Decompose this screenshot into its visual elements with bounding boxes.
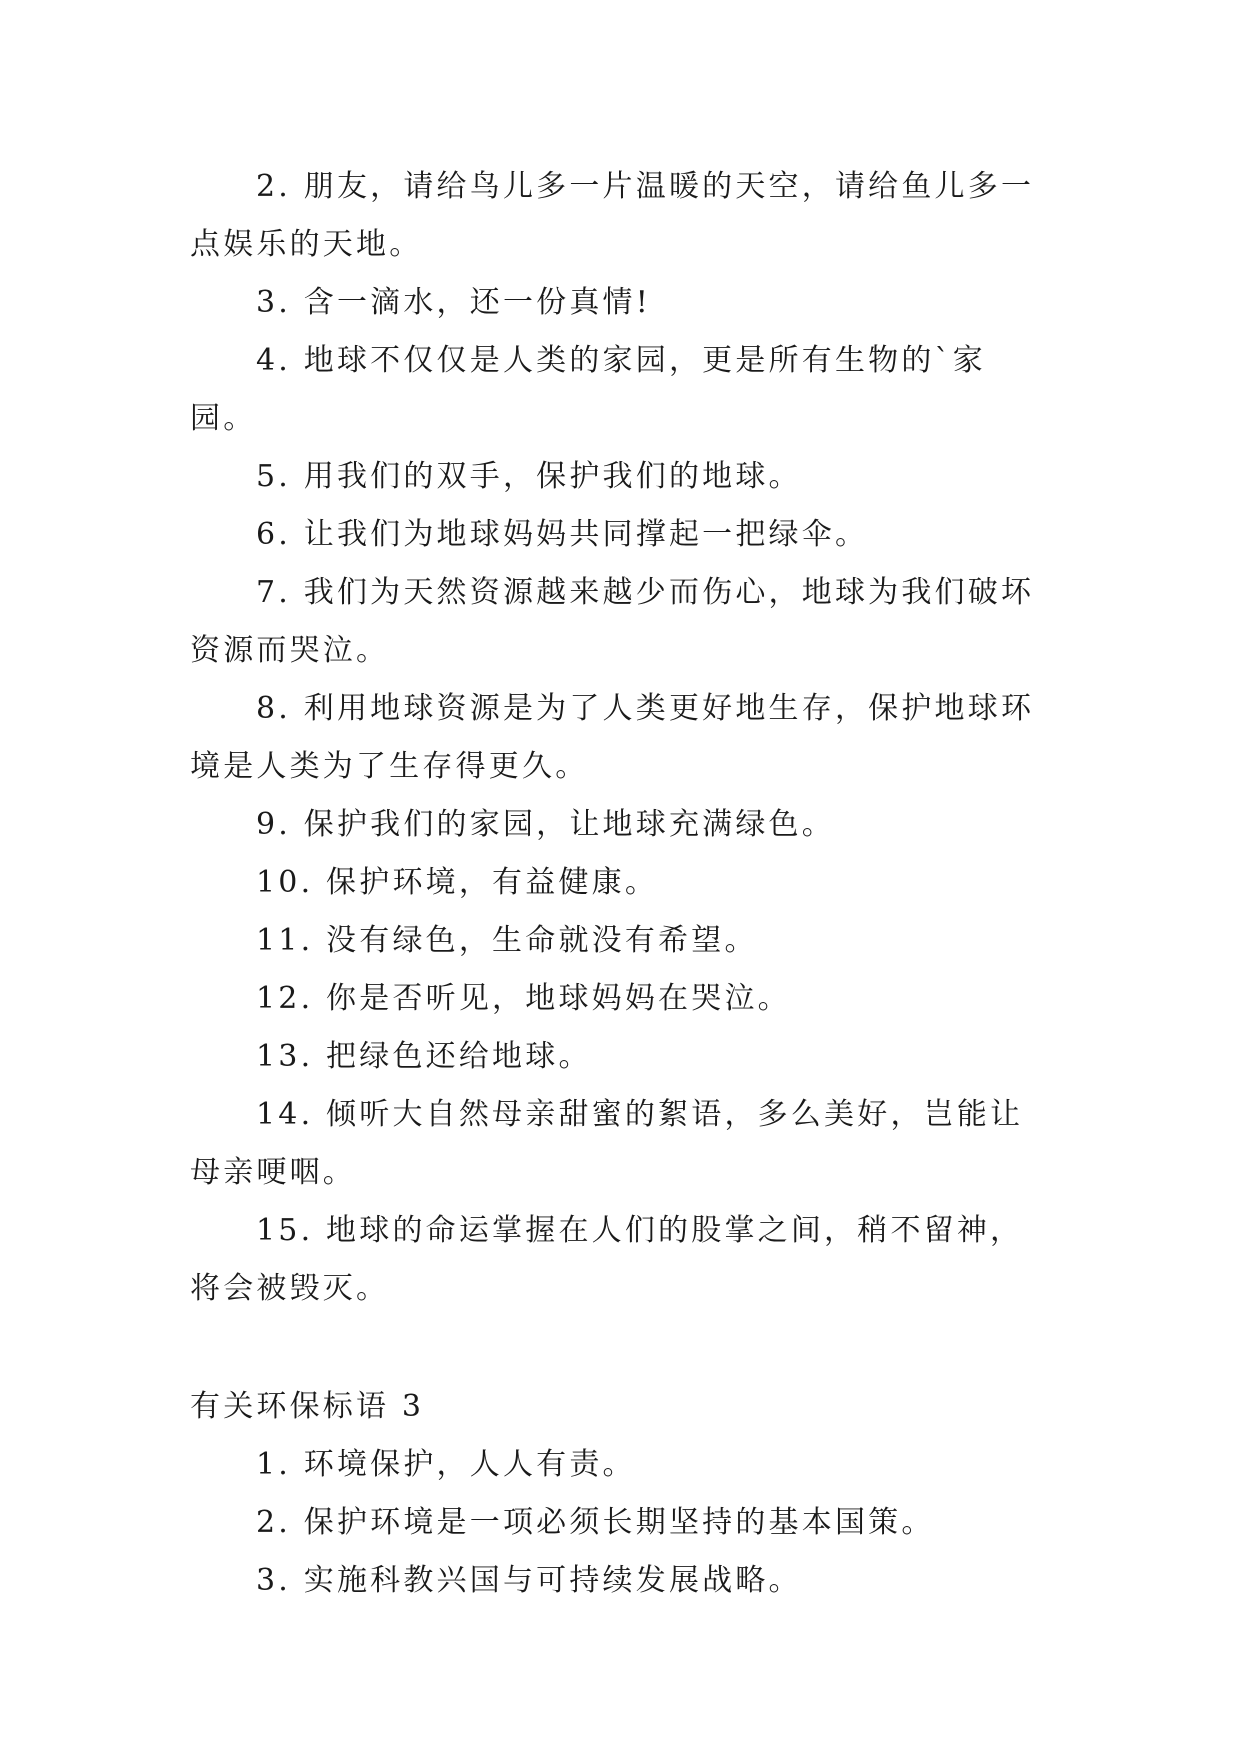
list-item: 2. 保护环境是一项必须长期坚持的基本国策。	[256, 1505, 935, 1540]
section-heading: 有关环保标语 3	[190, 1389, 425, 1424]
list-item: 6. 让我们为地球妈妈共同撑起一把绿伞。	[256, 517, 869, 552]
document-page	[190, 158, 1052, 1610]
list-item: 3. 含一滴水，还一份真情!	[256, 285, 652, 320]
list-item: 10. 保护环境，有益健康。	[256, 865, 659, 900]
list-item: 9. 保护我们的家园，让地球充满绿色。	[256, 807, 835, 842]
list-item: 2. 朋友，请给鸟儿多一片温暖的天空，请给鱼儿多一点娱乐的天地。	[190, 169, 1035, 262]
list-item: 12. 你是否听见，地球妈妈在哭泣。	[256, 981, 791, 1016]
list-item: 4. 地球不仅仅是人类的家园，更是所有生物的`家园。	[190, 343, 986, 436]
list-item: 15. 地球的命运掌握在人们的股掌之间，稍不留神，将会被毁灭。	[190, 1213, 1024, 1306]
list-item: 7. 我们为天然资源越来越少而伤心，地球为我们破坏资源而哭泣。	[190, 575, 1035, 668]
slogan-list-2	[190, 1436, 1052, 1610]
slogan-list-1	[190, 158, 1052, 1318]
list-item: 8. 利用地球资源是为了人类更好地生存，保护地球环境是人类为了生存得更久。	[190, 691, 1035, 784]
list-item: 13. 把绿色还给地球。	[256, 1039, 592, 1074]
list-item: 14. 倾听大自然母亲甜蜜的絮语，多么美好，岂能让母亲哽咽。	[190, 1097, 1024, 1190]
list-item: 11. 没有绿色，生命就没有希望。	[256, 923, 758, 958]
list-item: 1. 环境保护，人人有责。	[256, 1447, 636, 1482]
list-item: 3. 实施科教兴国与可持续发展战略。	[256, 1563, 802, 1598]
list-item: 5. 用我们的双手，保护我们的地球。	[256, 459, 802, 494]
